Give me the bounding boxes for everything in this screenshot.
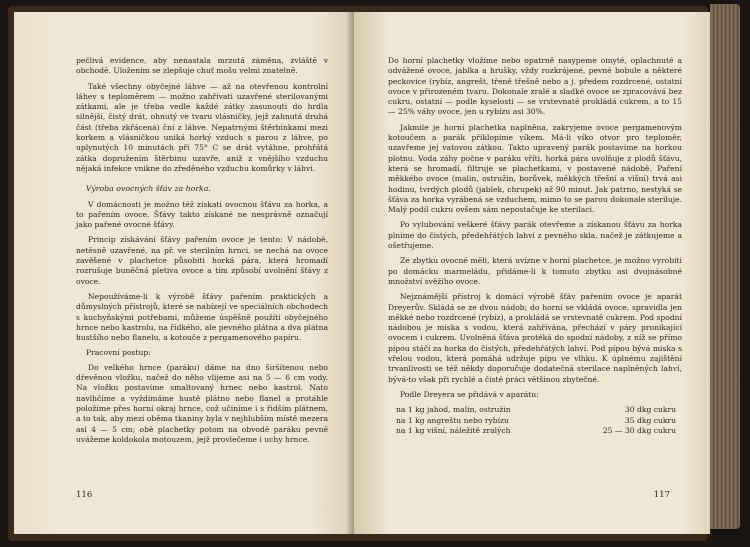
table-cell: na 1 kg jahod, malin, ostružin: [396, 405, 511, 415]
paragraph: pečlivá evidence, aby nenastala mrzutá záměna, zvláště v obchodě. Uložením se zlepšuje chuť mošu velmi znatelně.: [76, 56, 328, 76]
paragraph: Do velkého hrnce (paráku) dáme na dno širšítenou nebo dřevěnou vložku, načež do něho vlijeme asi na 5 — 6 cm vody. Na vložku postavíme smaltovaný hrnec nebo kastrol. Nato navlhčíme a vyždímáme hustě plátno nebo flanel a protáhle položíme přes horní okraj hrnce, což učiníme i s řidším plátnem, a to tak, aby mezi oběma tkaniny byla v nejhlubším místě mezera asi 4 — 5 cm; obě plachetky potom na obvodě paráku pevně uvážeme koldokola motouzem, jejž provlečeme i uchy hrnce.: [76, 362, 328, 444]
subheading: Pracovní postup:: [86, 348, 151, 358]
book-edge: [710, 4, 740, 529]
page-number: 116: [76, 490, 93, 500]
paragraph: Princip získávání šťávy pařením ovoce je tento: V nádobě, netěsně uzavřené, na př. ve sterilním hrnci, se nechá na ovoce zavěšené v plachetce působiti horká pára, která hromadí rozrušuje buněčná pletiva ovoce a tím způsobí uvolnění šťávy z ovoce.: [76, 235, 328, 286]
paragraph: Podle Dreyera se přidává v aparátu:: [400, 389, 539, 399]
sugar-table: [388, 405, 682, 436]
table-cell: na 1 kg višní, náležitě zralých: [396, 425, 511, 435]
table-cell: 25 — 30 dkg cukru: [602, 425, 676, 435]
section-heading: Výroba ovocných šťáv za horka.: [86, 184, 211, 194]
paragraph: Také všechny obyčejné láhve — až na otevřenou kontrolní láhev s teploměrem — možno zahřívati uzavřené sterilovanými zátkami, ale je třeba vedle každé zátky zasunouti do hrdla silnější, čistý drát, ohnutý ve tvaru vlásničky, jejž zahnutá druhá část (třeba zkřácená) ční z láhve. Nepatrnými štěrbinkami mezi korkem a vlásničkou uniká horký vzduch s parou z láhve, po uplynutých 10 minutách při 75° C se drát vytáhne, prohřátá zátka dopružením štěrbinu uzavře, aniž z vnějšího vzduchu nějaká infekce vnikne do zředěného vzduchu komůrky v láhvi.: [76, 81, 328, 173]
table-cell: 35 dkg cukru: [624, 415, 676, 425]
paragraph: Po vylubování veškeré šťávy parák otevřeme a získanou šťávu za horka plníme do čistých, předehřátých lahví z pevného skla, načež je zátkujeme a ošetřujeme.: [388, 220, 682, 251]
table-cell: na 1 kg angreštu nebo rybízu: [396, 415, 509, 425]
paragraph: Nepoužíváme-li k výrobě šťávy pařením praktických a důmyslných přístrojů, které se nabízejí ve speciálních obchodech s kuchyňskými potřebami, můžeme úspěšně použíti obyčejného hrnce nebo kastrolu, na řídkého, ale pevného plátna a dva plátna hustšího nebo flanelu, a kotouče z pergamenového papíru.: [76, 291, 328, 343]
left-page: [14, 12, 354, 534]
table-row: [388, 416, 682, 426]
paragraph: Ze zbytku ovocné měli, která uvízne v horní plachetce, je možno vyrobiti po domácku marmeládu, přidáme-li k tomuto zbytku asi dvojnásobné množství svěžího ovoce.: [388, 256, 682, 286]
paragraph: Jakmile je horní plachetka naplněna, zakryjeme ovoce pergamenovým kotoučem a parák přiklopíme víkem. Má-li víko otvor pro teploměr, uzavřeme jej vatovou zátkou. Takto upravený parák postavíme na horkou plotnu. Voda záhy počne v paráku vříti, horká pára uvolňuje z plodů šťávu, která se hromadí, filtruje se plachetkami, v postavené nádobě. Paření měkkého ovoce (malin, ostružin, borůvek, měkkých třešní a višní) trvá asi hodinu, tvrdých plodů (jablek, chrupek) až 90 minut. Jak patrno, nestyká se šťáva za horka vyrábená se vzduchem, mimo to se parou dokonale steriluje. Malý podíl cukru ovšem sám nepostačuje ke sterilaci.: [388, 122, 682, 215]
table-cell: 30 dkg cukru: [624, 405, 676, 415]
page-number: 117: [653, 490, 670, 500]
table-row: [388, 405, 682, 415]
right-page: [354, 12, 710, 534]
paragraph: Do horní plachetky vložíme nebo opatrně nasypeme omyté, oplachnuté a odvážené ovoce, jablka a hrušky, vždy rozkrájené, pevné bobule a některé peckovice (rybíz, angrešt, třeně třešně nebo a j. předem rozdrcené, ostatní ovoce v přirozeném tvaru. Dokonale zralé a sladké ovoce se zpracovává bez cukru, ostatní — podle kyselosti — se vrstevnaté prokládá cukrem, a to 15 — 25% váhy ovoce, jen u rybízu asi 30%.: [388, 56, 682, 117]
table-row: [388, 426, 682, 436]
paragraph: Nejznámější přístroj k domácí výrobě šťáv pařením ovoce je aparát Dreyerův. Skládá se ze dvou nádob; do horní se vkládá ovoce, spravidla jen měkké nebo rozdrcené (rybíz), a prokládá se vrstevnatě cukrem. Pod spodní nádobou je miska s vodou, která zahřívána, přechází v páry pronikající ovocem i cukrem. Uvolněná šťáva protéká do spodní nádoby, z níž se přímo pípou stáčí za horka do čistých, předehřátých lahví. Pod pípou bývá miska s vřelou vodou, která pomáhá udržuje pípu ve vlhku. K úplnému zajištění trvanlivosti se též někdy doporučuje dodatečná sterilace naplněných lahví, bývá-to však při rychlé a čisté práci většinou zbytečné.: [388, 292, 682, 384]
paragraph: V domácnosti je možno též získati ovocnou šťávu za horka, a to pařením ovoce. Šťávy takto získané ne nesprávně označují jako pařené ovocné šťávy.: [76, 199, 328, 230]
